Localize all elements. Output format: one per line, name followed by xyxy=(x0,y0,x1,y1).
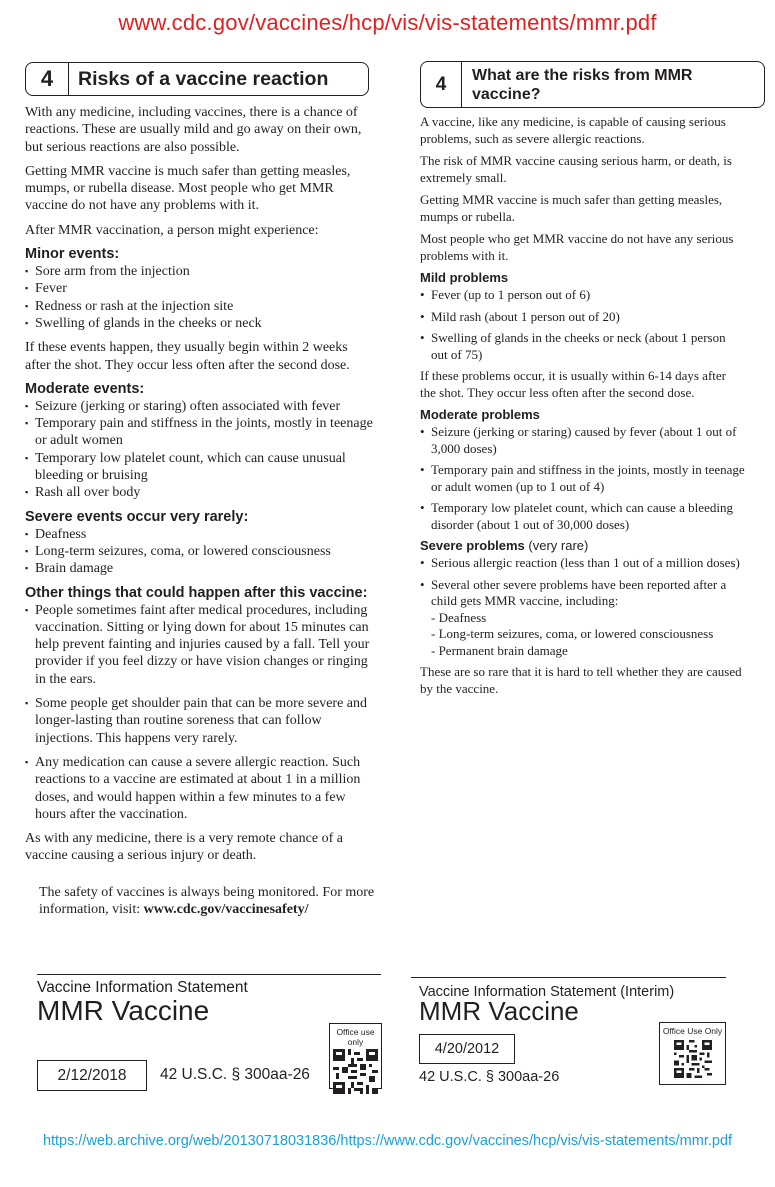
right-p4: Most people who get MMR vaccine do not have any serious problems with it. xyxy=(420,231,734,263)
rare-note: These are so rare that it is hard to tell whether they are caused by the vaccine. xyxy=(420,664,742,696)
list-item: ▪ Any medication can cause a severe allergic reaction. Such reactions to a vaccine are estimated at about 1 in a million doses, and would happen within a few minutes to a few hours after the vaccination. xyxy=(25,754,375,823)
list-item: ▪ Rash all over body xyxy=(25,484,375,501)
mild-problems-list xyxy=(420,287,745,363)
list-item: ▪ Temporary low platelet count, which can cause unusual bleeding or bruising xyxy=(25,450,375,485)
right-p2: The risk of MMR vaccine causing serious harm, or death, is extremely small. xyxy=(420,153,732,185)
footer-left-date: 2/12/2018 xyxy=(37,1060,147,1091)
left-after: After MMR vaccination, a person might experience: xyxy=(25,222,319,238)
severe-problems-qualifier: (very rare) xyxy=(524,538,589,553)
sub-item: - Deafness xyxy=(431,609,487,625)
footer-left-law: 42 U.S.C. § 300aa-26 xyxy=(160,1066,310,1083)
list-item: • Serious allergic reaction (less than 1 out of a million doses) xyxy=(420,555,745,572)
list-item: ▪ Brain damage xyxy=(25,560,375,577)
source-url-top[interactable]: www.cdc.gov/vaccines/hcp/vis/vis-statements/mmr.pdf xyxy=(118,10,657,35)
list-item: ▪ Redness or rash at the injection site xyxy=(25,298,375,315)
office-use-label: Office Use Only xyxy=(662,1026,723,1036)
list-item: ▪ People sometimes faint after medical procedures, including vaccination. Sitting or lying down for about 15 minutes can help prevent fainting and injuries caused by a fall. Tell your provider if you feel dizzy or have vision changes or ringing in the ears. xyxy=(25,602,375,688)
moderate-problems-list xyxy=(420,424,745,533)
sub-item: - Permanent brain damage xyxy=(431,642,568,658)
list-item: ▪ Long-term seizures, coma, or lowered consciousness xyxy=(25,543,375,560)
list-item: ▪ Sore arm from the injection xyxy=(25,263,375,280)
severe-item-text: Several other severe problems have been reported after a child gets MMR vaccine, including: xyxy=(431,576,727,608)
mild-problems-note: If these problems occur, it is usually within 6-14 days after the shot. They occur less often after the second dose. xyxy=(420,368,726,400)
safety-monitoring xyxy=(25,884,375,919)
list-item: • Seizure (jerking or staring) caused by fever (about 1 out of 3,000 doses) xyxy=(420,424,745,457)
left-section-title: Risks of a vaccine reaction xyxy=(78,68,329,90)
footer-right-rule xyxy=(411,977,726,978)
footer-right-law: 42 U.S.C. § 300aa-26 xyxy=(419,1069,560,1085)
footer-left-vaccine: MMR Vaccine xyxy=(37,995,210,1026)
list-item xyxy=(420,577,745,660)
list-item: ▪ Fever xyxy=(25,280,375,297)
minor-events-note: If these events happen, they usually begin within 2 weeks after the shot. They occur less often after the second dose. xyxy=(25,340,350,373)
footer-right-date: 4/20/2012 xyxy=(419,1034,515,1064)
left-section-number: 4 xyxy=(26,63,69,95)
severe-problems-heading xyxy=(420,538,745,554)
minor-events-heading: Minor events: xyxy=(25,246,120,263)
left-column xyxy=(25,104,375,918)
left-intro: With any medicine, including vaccines, there is a chance of reactions. These are usually mild and go away on their own, but serious reactions are also possible. xyxy=(25,105,362,155)
severe-problems-title: Severe problems xyxy=(420,538,525,553)
qr-code-icon xyxy=(333,1049,378,1094)
right-section-title: What are the risks from MMR vaccine? xyxy=(472,67,693,103)
moderate-problems-heading: Moderate problems xyxy=(420,407,540,422)
footer-left-rule xyxy=(37,974,381,975)
list-item: ▪ Swelling of glands in the cheeks or neck xyxy=(25,315,375,332)
footer-right-office-box xyxy=(659,1022,726,1085)
right-p3: Getting MMR vaccine is much safer than getting measles, mumps or rubella. xyxy=(420,192,723,224)
footer-left-office-box xyxy=(329,1023,382,1089)
safety-text: The safety of vaccines is always being monitored. For more information, visit: xyxy=(39,884,375,917)
right-p1: A vaccine, like any medicine, is capable of causing serious problems, such as severe allergic reactions. xyxy=(420,114,726,146)
list-item: • Temporary low platelet count, which can cause a bleeding disorder (about 1 out of 30,000 doses) xyxy=(420,500,745,533)
list-item: ▪ Deafness xyxy=(25,526,375,543)
right-section-number: 4 xyxy=(421,62,462,107)
footer-left-statement: Vaccine Information Statement xyxy=(37,979,248,996)
severe-problems-list xyxy=(420,555,745,659)
office-use-label: Office use only xyxy=(336,1027,375,1047)
moderate-events-heading: Moderate events: xyxy=(25,380,145,397)
right-section-header xyxy=(420,61,765,108)
left-section-header xyxy=(25,62,369,96)
list-item: • Swelling of glands in the cheeks or neck (about 1 person out of 75) xyxy=(420,330,745,363)
vaccine-safety-link[interactable]: www.cdc.gov/vaccinesafety/ xyxy=(143,901,309,917)
sub-item: - Long-term seizures, coma, or lowered consciousness xyxy=(431,626,714,641)
list-item: ▪ Seizure (jerking or staring) often associated with fever xyxy=(25,398,375,415)
list-item: ▪ Temporary pain and stiffness in the joints, mostly in teenage or adult women xyxy=(25,415,375,450)
other-things-heading: Other things that could happen after this vaccine: xyxy=(25,584,368,601)
severe-events-list xyxy=(25,526,375,578)
list-item: • Fever (up to 1 person out of 6) xyxy=(420,287,745,304)
right-column xyxy=(420,114,745,703)
list-item: • Mild rash (about 1 person out of 20) xyxy=(420,309,745,326)
qr-code-icon xyxy=(674,1040,712,1078)
remote-chance: As with any medicine, there is a very remote chance of a vaccine causing a serious injury or death. xyxy=(25,831,343,864)
severe-events-heading: Severe events occur very rarely: xyxy=(25,508,249,525)
mild-problems-heading: Mild problems xyxy=(420,270,509,285)
other-things-list xyxy=(25,602,375,824)
archive-url-bottom[interactable]: https://web.archive.org/web/20130718031836/https://www.cdc.gov/vaccines/hcp/vis/vis-statements/mmr.pdf xyxy=(42,1133,733,1149)
moderate-events-list xyxy=(25,398,375,502)
list-item: ▪ Some people get shoulder pain that can be more severe and longer-lasting than routine soreness that can follow injections. This happens very rarely. xyxy=(25,695,375,747)
footer-right-statement: Vaccine Information Statement (Interim) xyxy=(419,984,675,1000)
minor-events-list xyxy=(25,263,375,332)
list-item: • Temporary pain and stiffness in the joints, mostly in teenage or adult women (up to 1 out of 4) xyxy=(420,462,745,495)
footer-right-vaccine: MMR Vaccine xyxy=(419,996,579,1026)
left-safer: Getting MMR vaccine is much safer than getting measles, mumps, or rubella disease. Most people who get MMR vaccine do not have any problems with it. xyxy=(25,163,351,214)
